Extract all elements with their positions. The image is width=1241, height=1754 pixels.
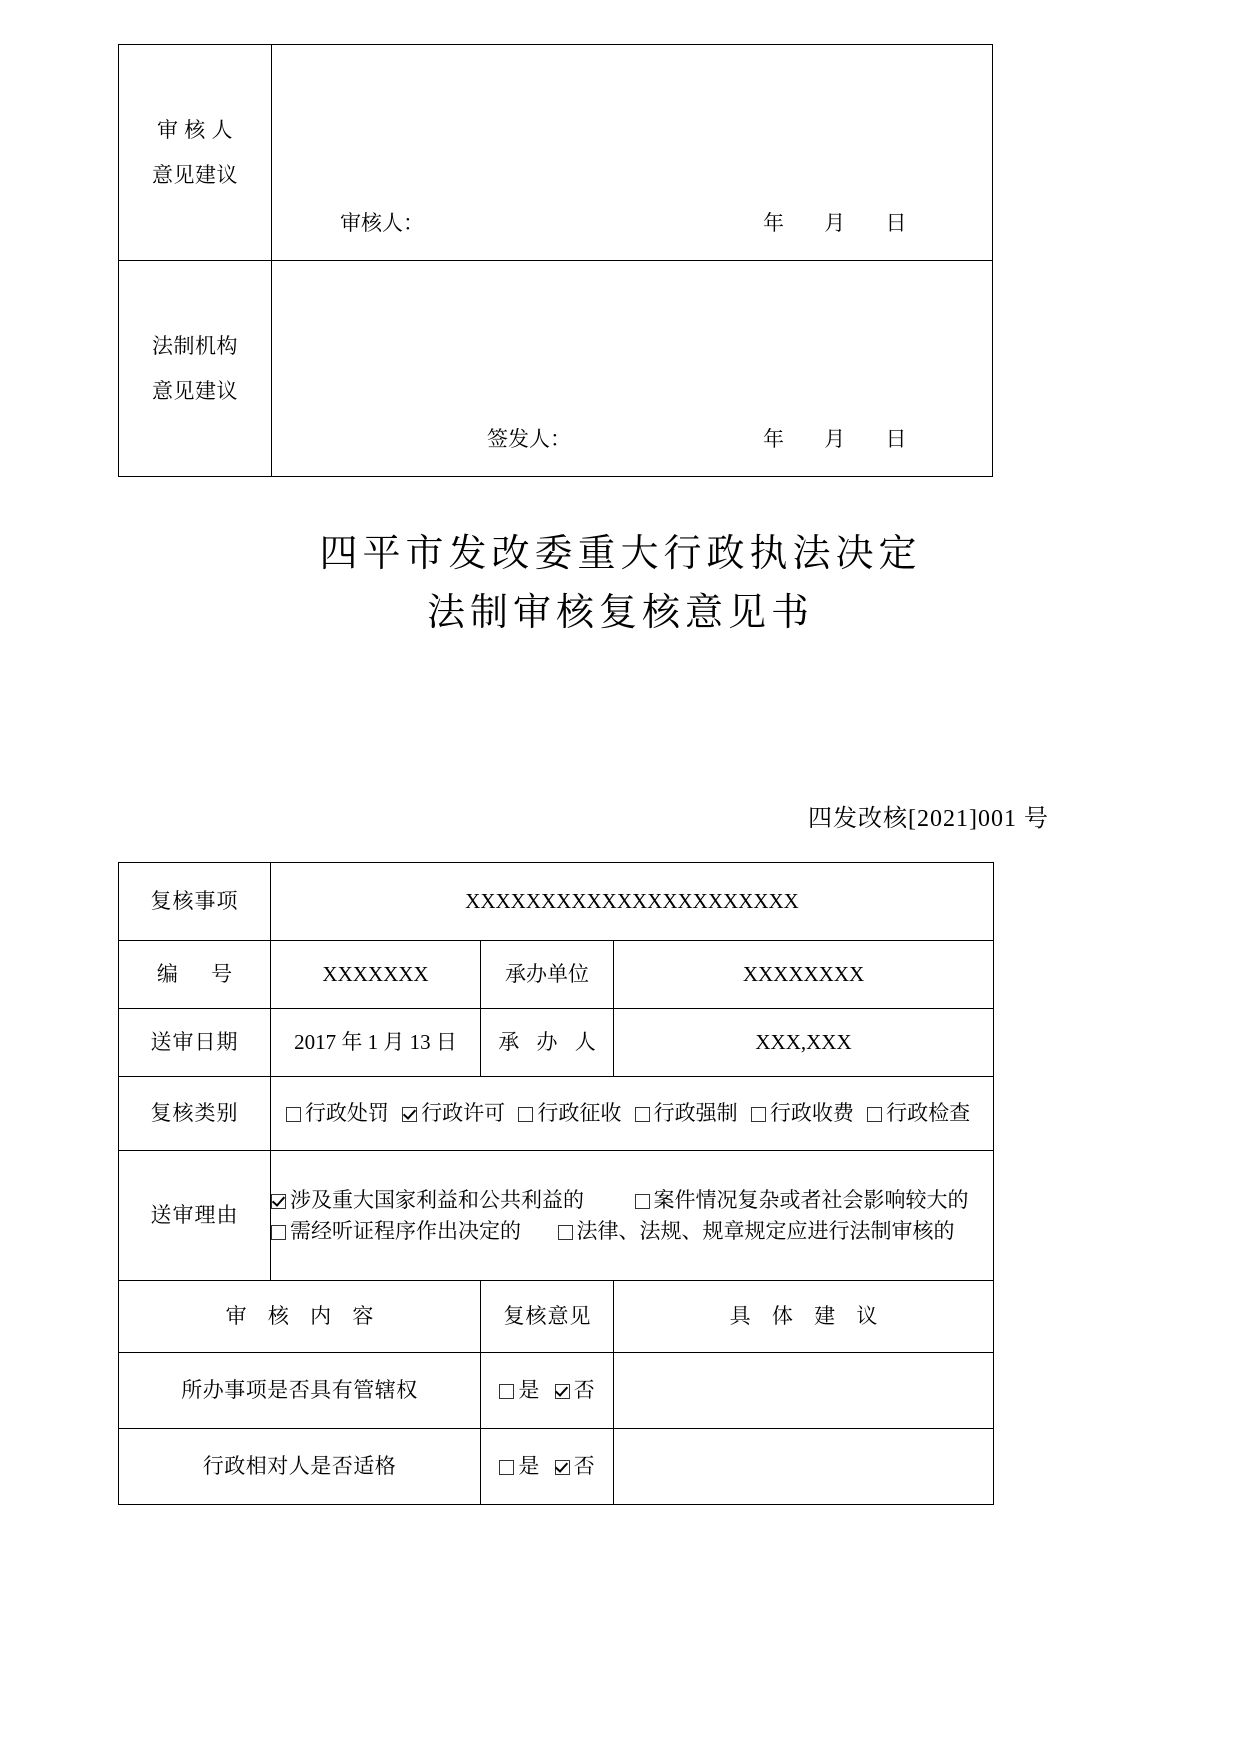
table-row-number — [119, 941, 994, 1009]
reason-option-3-label: 法律、法规、规章规定应进行法制审核的 — [576, 1218, 955, 1243]
reviewer-date-year: 年 — [763, 210, 786, 235]
table-row-category — [119, 1077, 994, 1151]
reviewer-date-month: 月 — [824, 210, 848, 235]
submit-date-label: 送审日期 — [119, 1009, 271, 1077]
checkbox-icon[interactable] — [499, 1460, 514, 1475]
checkbox-icon[interactable] — [271, 1225, 286, 1240]
reason-option-2[interactable] — [271, 1219, 521, 1243]
table-row-submit-date — [119, 1009, 994, 1077]
review-opinion-1-yes[interactable] — [499, 1451, 539, 1481]
category-option-5-label: 行政检查 — [886, 1101, 971, 1126]
table-row-section-header — [119, 1281, 994, 1353]
reviewer-date-day: 日 — [885, 210, 909, 235]
reason-option-3[interactable] — [558, 1219, 955, 1243]
reviewer-signature-row — [272, 208, 992, 238]
reason-option-0[interactable] — [271, 1188, 584, 1212]
reviewer-opinion-body-cell[interactable] — [272, 45, 993, 261]
reviewer-opinion-label-line1: 审 核 人 — [157, 118, 233, 143]
unit-value[interactable]: XXXXXXXX — [614, 941, 994, 1009]
review-content-1: 行政相对人是否适格 — [119, 1429, 481, 1505]
table-row-legal-office-opinion — [119, 261, 993, 477]
reviewer-opinion-table-wrap — [118, 44, 993, 477]
legal-office-label-cell — [119, 261, 272, 477]
checkbox-icon[interactable] — [867, 1107, 882, 1122]
checkbox-checked-icon[interactable] — [555, 1460, 570, 1475]
reason-option-1[interactable] — [635, 1188, 969, 1212]
review-form-table — [118, 862, 994, 1505]
issuer-date-month: 月 — [824, 426, 848, 451]
reason-line-2 — [271, 1216, 993, 1246]
legal-office-label-line2: 意见建议 — [152, 378, 238, 403]
review-suggestion-1[interactable] — [614, 1429, 994, 1505]
document-title — [0, 525, 1241, 643]
table-row-reason — [119, 1151, 994, 1281]
review-opinion-0-no-label: 否 — [573, 1378, 595, 1403]
review-item-value[interactable]: XXXXXXXXXXXXXXXXXXXXXX — [271, 863, 994, 941]
category-option-4[interactable] — [751, 1098, 854, 1128]
category-option-5[interactable] — [867, 1098, 970, 1128]
unit-label: 承办单位 — [481, 941, 614, 1009]
category-option-1-label: 行政许可 — [421, 1101, 506, 1126]
review-opinion-1-no[interactable] — [555, 1451, 595, 1481]
header-content-label: 审 核 内 容 — [119, 1281, 481, 1353]
review-opinion-0-yes-label: 是 — [518, 1378, 540, 1403]
review-suggestion-0[interactable] — [614, 1353, 994, 1429]
checkbox-icon[interactable] — [635, 1107, 650, 1122]
category-option-4-label: 行政收费 — [769, 1101, 854, 1126]
category-option-2-label: 行政征收 — [537, 1101, 622, 1126]
review-content-0: 所办事项是否具有管辖权 — [119, 1353, 481, 1429]
header-opinion-label: 复核意见 — [481, 1281, 614, 1353]
document-title-line1: 四平市发改委重大行政执法决定 — [319, 533, 922, 575]
reviewer-opinion-table — [118, 44, 993, 477]
checkbox-icon[interactable] — [286, 1107, 301, 1122]
checkbox-checked-icon[interactable] — [555, 1384, 570, 1399]
category-options-cell — [271, 1077, 994, 1151]
handler-label: 承 办 人 — [481, 1009, 614, 1077]
issuer-signature-row — [272, 424, 992, 454]
category-label: 复核类别 — [119, 1077, 271, 1151]
category-option-0-label: 行政处罚 — [304, 1101, 389, 1126]
legal-office-body-cell[interactable] — [272, 261, 993, 477]
checkbox-icon[interactable] — [751, 1107, 766, 1122]
review-opinion-1-no-label: 否 — [573, 1454, 595, 1479]
number-value[interactable]: XXXXXXX — [271, 941, 481, 1009]
number-label: 编 号 — [119, 941, 271, 1009]
category-option-3[interactable] — [635, 1098, 738, 1128]
checkbox-icon[interactable] — [635, 1194, 650, 1209]
reason-options-cell — [271, 1151, 994, 1281]
review-form-table-wrap — [118, 862, 993, 1505]
review-opinion-0-no[interactable] — [555, 1375, 595, 1405]
reason-option-0-label: 涉及重大国家利益和公共利益的 — [290, 1188, 584, 1213]
category-option-1[interactable] — [402, 1098, 505, 1128]
reason-option-1-label: 案件情况复杂或者社会影响较大的 — [653, 1188, 969, 1213]
issuer-date-line — [748, 424, 925, 454]
reason-label: 送审理由 — [119, 1151, 271, 1281]
table-row-reviewer-opinion — [119, 45, 993, 261]
issuer-date-year: 年 — [763, 426, 786, 451]
issuer-signature-label: 签发人： — [487, 426, 571, 451]
review-opinion-0 — [481, 1353, 614, 1429]
reason-line-1 — [271, 1185, 993, 1215]
checkbox-icon[interactable] — [499, 1384, 514, 1399]
reviewer-opinion-label-line2: 意见建议 — [152, 162, 238, 187]
header-suggestion-label: 具 体 建 议 — [614, 1281, 994, 1353]
review-opinion-1-yes-label: 是 — [518, 1454, 540, 1479]
review-opinion-0-yes[interactable] — [499, 1375, 539, 1405]
category-option-2[interactable] — [518, 1098, 621, 1128]
checkbox-icon[interactable] — [558, 1225, 573, 1240]
review-item-label: 复核事项 — [119, 863, 271, 941]
checkbox-checked-icon[interactable] — [402, 1107, 417, 1122]
issuer-date-day: 日 — [885, 426, 909, 451]
document-title-line2: 法制审核复核意见书 — [426, 591, 814, 634]
reviewer-date-line — [748, 208, 925, 238]
reviewer-signature-label: 审核人： — [340, 210, 424, 235]
checkbox-checked-icon[interactable] — [271, 1194, 286, 1209]
reviewer-opinion-label-cell — [119, 45, 272, 261]
document-number: 四发改核[2021]001 号 — [808, 806, 1049, 832]
handler-value[interactable]: XXX,XXX — [614, 1009, 994, 1077]
table-row-review-item — [119, 863, 994, 941]
legal-office-label-line1: 法制机构 — [152, 334, 238, 359]
table-row — [119, 1429, 994, 1505]
checkbox-icon[interactable] — [518, 1107, 533, 1122]
category-option-3-label: 行政强制 — [653, 1101, 738, 1126]
reason-option-2-label: 需经听证程序作出决定的 — [290, 1218, 521, 1243]
table-row — [119, 1353, 994, 1429]
review-opinion-1 — [481, 1429, 614, 1505]
submit-date-value[interactable]: 2017 年 1 月 13 日 — [271, 1009, 481, 1077]
category-option-0[interactable] — [286, 1098, 389, 1128]
